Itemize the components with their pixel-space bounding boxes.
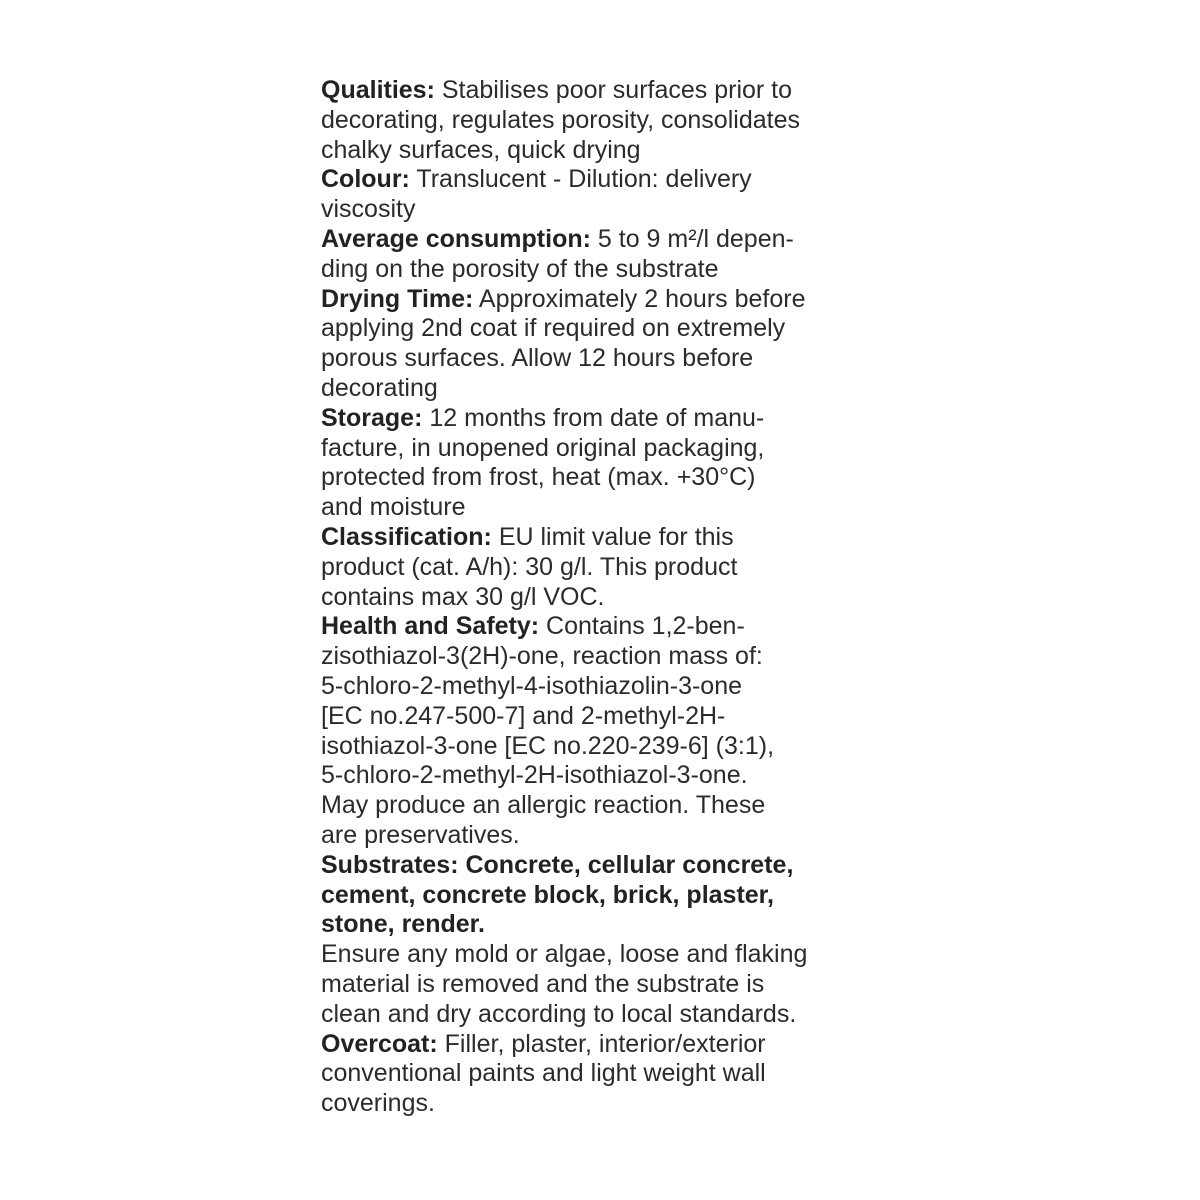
field-text: 12 months from date of manu-: [422, 403, 765, 432]
field-text: applying 2nd coat if required on extremely: [321, 314, 786, 343]
text-line: [321, 1000, 881, 1030]
text-line: [321, 851, 881, 881]
field-text: viscosity: [321, 195, 416, 224]
text-line: [321, 910, 881, 940]
field-text: EU limit value for this: [491, 522, 734, 551]
field-heading: Health and Safety:: [321, 612, 540, 641]
field-heading: Substrates: Concrete, cellular concrete,: [321, 850, 794, 879]
text-line: [321, 493, 881, 523]
text-line: [321, 583, 881, 613]
text-line: [321, 1059, 881, 1089]
field-text: and moisture: [321, 493, 466, 522]
field-text: product (cat. A/h): 30 g/l. This product: [321, 552, 738, 581]
field-text: facture, in unopened original packaging,: [321, 433, 765, 462]
text-line: [321, 821, 881, 851]
text-line: [321, 970, 881, 1000]
field-heading: Storage:: [321, 403, 423, 432]
field-heading: Qualities:: [321, 76, 435, 104]
text-line: [321, 344, 881, 374]
text-line: [321, 314, 881, 344]
text-line: [321, 672, 881, 702]
field-text: clean and dry according to local standards.: [321, 999, 797, 1028]
text-line: [321, 732, 881, 762]
text-line: [321, 463, 881, 493]
field-text: Approximately 2 hours before: [473, 284, 806, 313]
field-heading: Colour:: [321, 165, 410, 194]
field-text: 5-chloro-2-methyl-2H-isothiazol-3-one.: [321, 761, 748, 790]
field-text: Contains 1,2-ben-: [539, 612, 745, 641]
field-text: decorating, regulates porosity, consolidates: [321, 105, 800, 134]
field-heading: Drying Time:: [321, 284, 474, 313]
field-text: protected from frost, heat (max. +30°C): [321, 463, 756, 492]
field-text: decorating: [321, 373, 438, 402]
field-text: 5 to 9 m²/l depen-: [590, 224, 794, 253]
field-text: are preservatives.: [321, 820, 520, 849]
field-heading: cement, concrete block, brick, plaster,: [321, 880, 774, 909]
text-line: [321, 940, 881, 970]
field-text: conventional paints and light weight wall: [321, 1059, 766, 1088]
text-line: [321, 106, 881, 136]
text-line: [321, 434, 881, 464]
text-line: [321, 136, 881, 166]
text-line: [321, 642, 881, 672]
field-text: Translucent - Dilution: delivery: [409, 165, 752, 194]
field-text: Filler, plaster, interior/exterior: [437, 1029, 766, 1058]
text-line: [321, 612, 881, 642]
field-text: chalky surfaces, quick drying: [321, 135, 641, 164]
text-line: [321, 225, 881, 255]
text-line: [321, 1089, 881, 1119]
text-line: [321, 702, 881, 732]
text-line: [321, 76, 881, 106]
field-heading: Average consumption:: [321, 224, 591, 253]
field-text: isothiazol-3-one [EC no.220-239-6] (3:1),: [321, 731, 775, 760]
field-heading: Overcoat:: [321, 1029, 438, 1058]
field-text: May produce an allergic reaction. These: [321, 791, 766, 820]
field-text: material is removed and the substrate is: [321, 969, 765, 998]
text-line: [321, 1030, 881, 1060]
field-text: zisothiazol-3(2H)-one, reaction mass of:: [321, 642, 763, 671]
field-text: ding on the porosity of the substrate: [321, 254, 719, 283]
text-line: [321, 255, 881, 285]
field-text: [EC no.247-500-7] and 2-methyl-2H-: [321, 701, 726, 730]
text-line: [321, 881, 881, 911]
field-heading: stone, render.: [321, 910, 485, 939]
field-text: Stabilises poor surfaces prior to: [434, 76, 793, 104]
text-line: [321, 523, 881, 553]
text-line: [321, 285, 881, 315]
field-text: coverings.: [321, 1089, 435, 1118]
text-line: [321, 374, 881, 404]
field-text: 5-chloro-2-methyl-4-isothiazolin-3-one: [321, 671, 743, 700]
field-text: contains max 30 g/l VOC.: [321, 582, 605, 611]
text-line: [321, 165, 881, 195]
product-info-text: [321, 76, 881, 1119]
field-text: Ensure any mold or algae, loose and flaking: [321, 940, 808, 969]
text-line: [321, 553, 881, 583]
text-line: [321, 761, 881, 791]
field-heading: Classification:: [321, 522, 492, 551]
text-line: [321, 195, 881, 225]
field-text: porous surfaces. Allow 12 hours before: [321, 344, 754, 373]
text-line: [321, 791, 881, 821]
text-line: [321, 404, 881, 434]
